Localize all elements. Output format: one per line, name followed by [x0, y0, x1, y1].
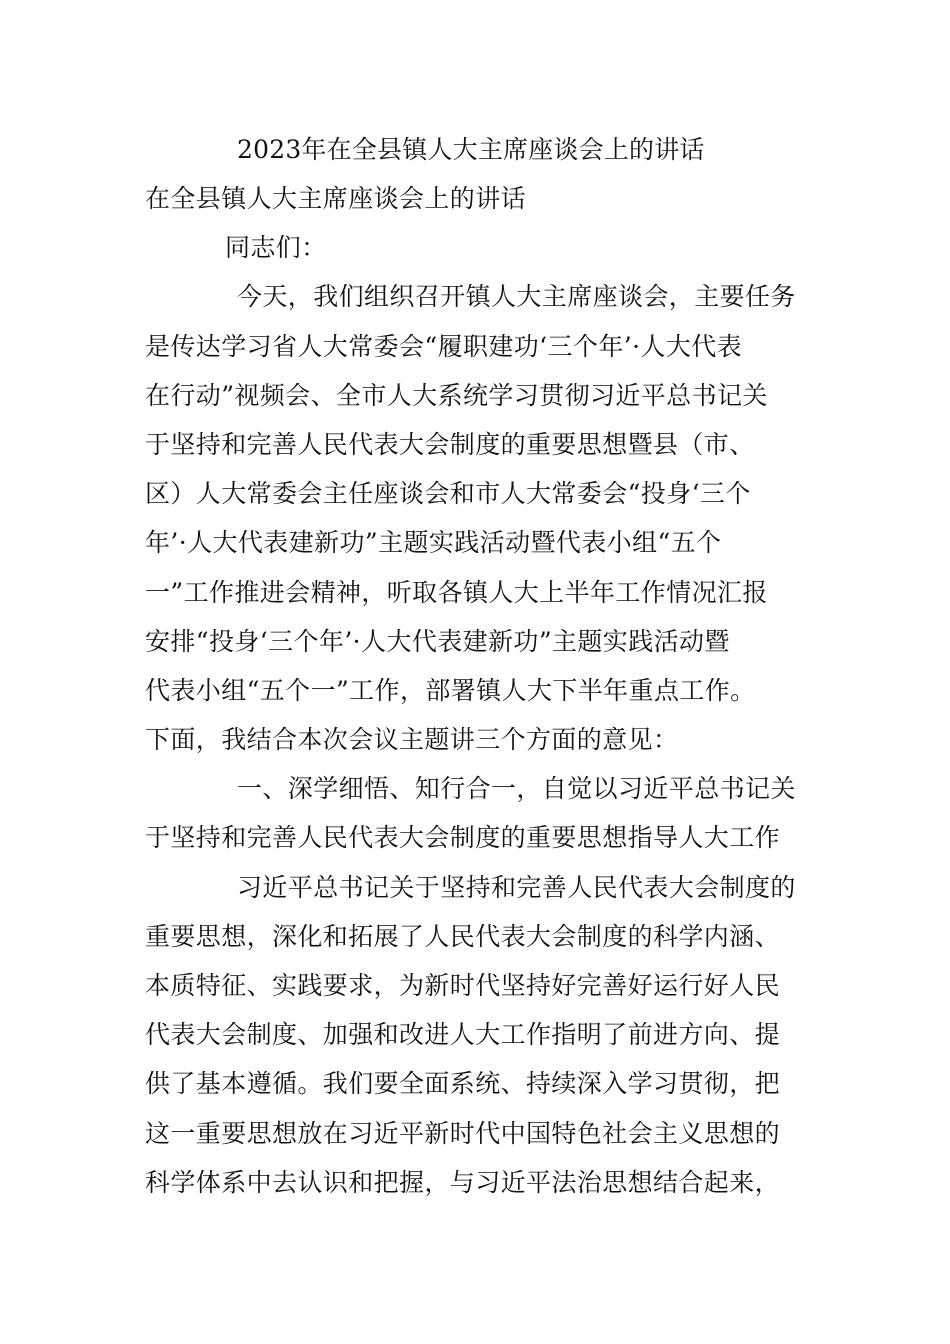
paragraph-body	[145, 863, 807, 1207]
paragraph-line: 习近平总书记关于坚持和完善人民代表大会制度的	[237, 872, 796, 902]
heading-line: 于坚持和完善人民代表大会制度的重要思想指导人大工作	[145, 823, 781, 853]
paragraph-line: 本质特征、实践要求，为新时代坚持好完善好运行好人民	[145, 971, 781, 1000]
paragraph-line: 安排“投身‘三个年’·人大代表建新功”主题实践活动暨	[145, 626, 730, 656]
paragraph-line: 一”工作推进会精神，听取各镇人大上半年工作情况汇报	[145, 577, 768, 607]
paragraph-line: 科学体系中去认识和把握，与习近平法治思想结合起来，	[145, 1167, 781, 1197]
document-title: 2023年在全县镇人大主席座谈会上的讲话	[237, 135, 705, 164]
paragraph-line: 区）人大常委会主任座谈会和市人大常委会“投身‘三个	[145, 479, 751, 509]
paragraph-line: 下面，我结合本次会议主题讲三个方面的意见：	[145, 725, 679, 755]
greeting: 同志们：	[225, 233, 327, 263]
paragraph-line: 代表大会制度、加强和改进人大工作指明了前进方向、提	[145, 1020, 781, 1050]
paragraph-line: 这一重要思想放在习近平新时代中国特色社会主义思想的	[145, 1118, 781, 1148]
paragraph-line: 是传达学习省人大常委会“履职建功‘三个年’·人大代表	[145, 331, 743, 361]
paragraph-line: 代表小组“五个一”工作，部署镇人大下半年重点工作。	[145, 675, 756, 705]
paragraph-line: 今天，我们组织召开镇人大主席座谈会，主要任务	[237, 282, 796, 312]
paragraph-line: 重要思想，深化和拓展了人民代表大会制度的科学内涵、	[145, 921, 781, 951]
heading-line: 一、深学细悟、知行合一，自觉以习近平总书记关	[237, 774, 796, 804]
paragraph-line: 年’·人大代表建新功”主题实践活动暨代表小组“五个	[145, 528, 722, 558]
paragraph-line: 在行动”视频会、全市人大系统学习贯彻习近平总书记关	[145, 380, 768, 410]
document-subtitle: 在全县镇人大主席座谈会上的讲话	[145, 184, 527, 213]
paragraph-intro	[145, 272, 807, 764]
paragraph-line: 供了基本遵循。我们要全面系统、持续深入学习贯彻，把	[145, 1069, 781, 1099]
document-body	[145, 128, 807, 1207]
section-heading-one	[145, 764, 807, 862]
paragraph-line: 于坚持和完善人民代表大会制度的重要思想暨县（市、	[145, 429, 755, 459]
